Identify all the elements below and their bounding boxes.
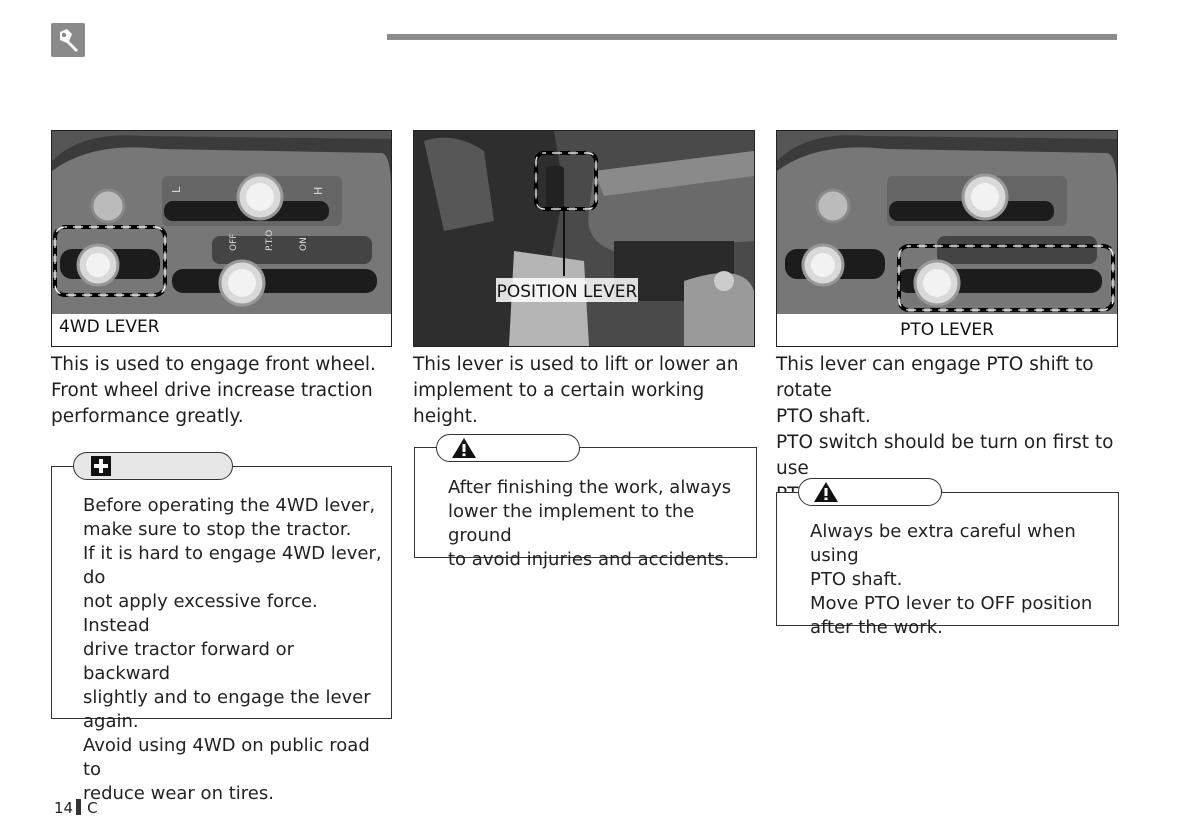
warning-tab-position (436, 434, 580, 462)
note-text-4wd (83, 494, 383, 806)
note-tab-4wd (73, 452, 233, 480)
plus-note-icon (91, 456, 111, 476)
description-line: This lever can engage PTO shift to rotate (776, 354, 1094, 401)
label-off: OFF (229, 233, 239, 251)
note-line: Avoid using 4WD on public road to (83, 735, 370, 780)
note-line: drive tractor forward or backward (83, 639, 294, 684)
description-position (413, 352, 758, 430)
warning-line: After finishing the work, always (448, 477, 732, 498)
photo-pto-lever (776, 130, 1118, 347)
warning-line: PTO shaft. (810, 569, 903, 590)
footer-divider (76, 799, 81, 815)
label-on: ON (299, 237, 309, 251)
photo-position-lever (413, 130, 755, 347)
note-line: slightly and to engage the lever (83, 687, 371, 708)
page-number: 14 (54, 799, 74, 817)
warning-line: Always be extra careful when using (810, 521, 1076, 566)
photo-caption-pto: PTO LEVER (900, 320, 994, 340)
description-line: performance greatly. (51, 406, 244, 427)
label-high: H (312, 186, 325, 195)
description-line: PTO switch should be turn on first to use (776, 432, 1114, 479)
note-line: reduce wear on tires. (83, 783, 274, 804)
note-line: Before operating the 4WD lever, (83, 495, 376, 516)
label-pto: P.T.O (265, 229, 275, 251)
warning-text-position (448, 476, 748, 572)
label-low: L (170, 186, 183, 193)
description-line: implement to a certain working height. (413, 380, 705, 427)
photo-caption-4wd: 4WD LEVER (59, 317, 160, 337)
warning-tab-pto (798, 478, 942, 506)
description-line: This lever is used to lift or lower an (413, 354, 739, 375)
wrench-key-icon (51, 23, 85, 57)
warning-text-pto (810, 520, 1110, 640)
section-letter: C (87, 799, 98, 817)
photo-4wd-lever (51, 130, 392, 347)
description-4wd (51, 352, 391, 430)
note-line: make sure to stop the tractor. (83, 519, 352, 540)
note-line: not apply excessive force. Instead (83, 591, 318, 636)
manual-logo (51, 23, 85, 57)
warning-line: lower the implement to the ground (448, 501, 695, 546)
warning-triangle-icon (813, 481, 839, 503)
dashboard-photo (52, 131, 391, 314)
dashboard-photo-pto (777, 131, 1117, 314)
note-line: again. (83, 711, 139, 732)
warning-line: after the work. (810, 617, 943, 638)
callout-position-lever: POSITION LEVER (496, 282, 638, 302)
description-line: This is used to engage front wheel. (51, 354, 376, 375)
description-line: Front wheel drive increase traction (51, 380, 373, 401)
warning-line: to avoid injuries and accidents. (448, 549, 730, 570)
description-line: PTO shaft. (776, 406, 871, 427)
warning-triangle-icon (451, 437, 477, 459)
note-line: If it is hard to engage 4WD lever, do (83, 543, 382, 588)
seat-area-photo (414, 131, 754, 346)
header-bar (387, 34, 1117, 40)
page-footer (54, 799, 98, 817)
warning-line: Move PTO lever to OFF position (810, 593, 1093, 614)
